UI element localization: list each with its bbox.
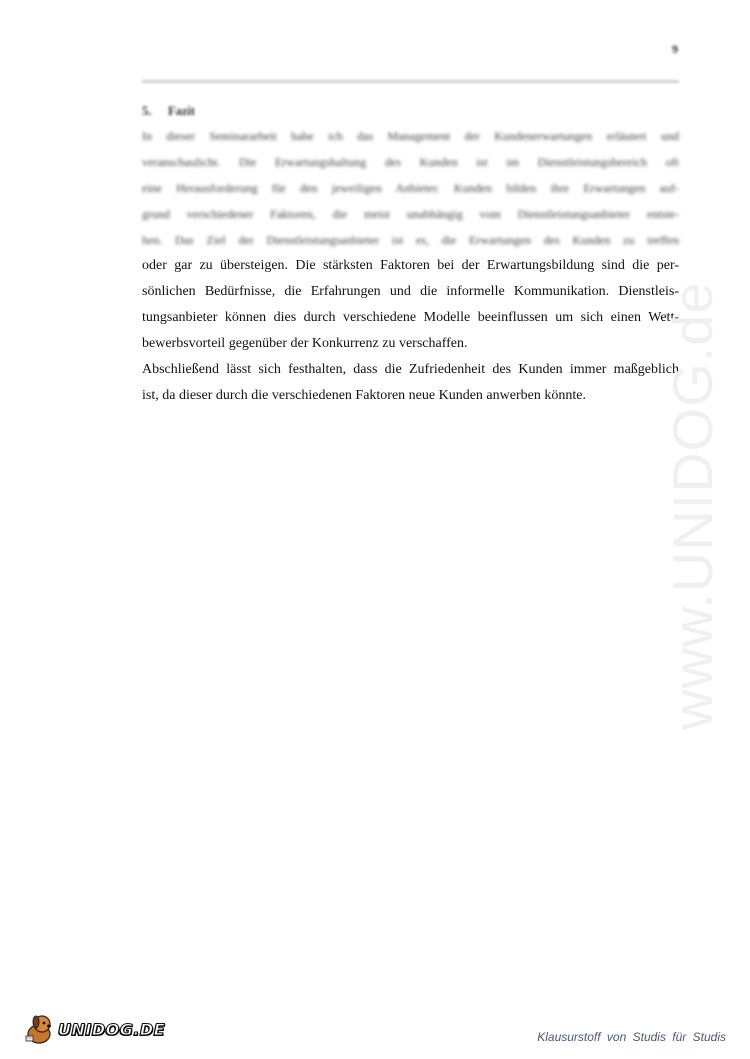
paragraph-line: In dieser Seminararbeit habe ich das Management der Kundenerwartungen erläutert und bbox=[142, 129, 679, 143]
paragraph-line: tungsanbieter können dies durch verschiedene Modelle beeinflussen um sich einen Wett- bbox=[142, 310, 679, 325]
paragraph-line: eine Herausforderung für den jeweiligen Anbieter. Kunden bilden ihre Erwartungen auf- bbox=[142, 181, 679, 195]
logo-text: UNIDOG.DE bbox=[58, 1019, 166, 1039]
unidog-logo[interactable] bbox=[22, 1012, 165, 1046]
paragraph-line: veranschaulicht. Die Erwartungshaltung des Kunden ist im Dienstleistungsbereich oft bbox=[142, 155, 679, 169]
paragraph-line: oder gar zu übersteigen. Die stärksten Faktoren bei der Erwartungsbildung sind die per- bbox=[142, 258, 679, 273]
paragraph-line: bewerbsvorteil gegenüber der Konkurrenz zu verschaffen. bbox=[142, 336, 468, 351]
side-watermark: www.UNIDOG.de bbox=[661, 281, 724, 730]
paragraph-line: Abschließend lässt sich festhalten, dass die Zufriedenheit des Kunden immer maßgeblich bbox=[142, 362, 679, 377]
paragraph-line: ist, da dieser durch die verschiedenen Faktoren neue Kunden anwerben könnte. bbox=[142, 388, 586, 403]
section-heading bbox=[142, 104, 679, 119]
paragraph-line: sönlichen Bedürfnisse, die Erfahrungen und die informelle Kommunikation. Dienstleis- bbox=[142, 284, 679, 299]
section-title: Fazit bbox=[168, 104, 196, 118]
paragraph-line: hen. Das Ziel der Dienstleistungsanbieter ist es, die Erwartungen des Kunden zu treffen bbox=[142, 233, 679, 247]
section-number: 5. bbox=[142, 104, 152, 118]
paragraph-line: grund verschiedener Faktoren, die meist unabhängig vom Dienstleistungsanbieter entste- bbox=[142, 207, 679, 221]
header-rule bbox=[142, 80, 679, 83]
conclusion-paragraph bbox=[142, 123, 679, 409]
dog-mascot-icon bbox=[22, 1012, 56, 1046]
footer-tagline: Klausurstoff von Studis für Studis bbox=[537, 1030, 726, 1044]
document-body bbox=[142, 104, 679, 409]
page-number: 9 bbox=[672, 42, 678, 56]
